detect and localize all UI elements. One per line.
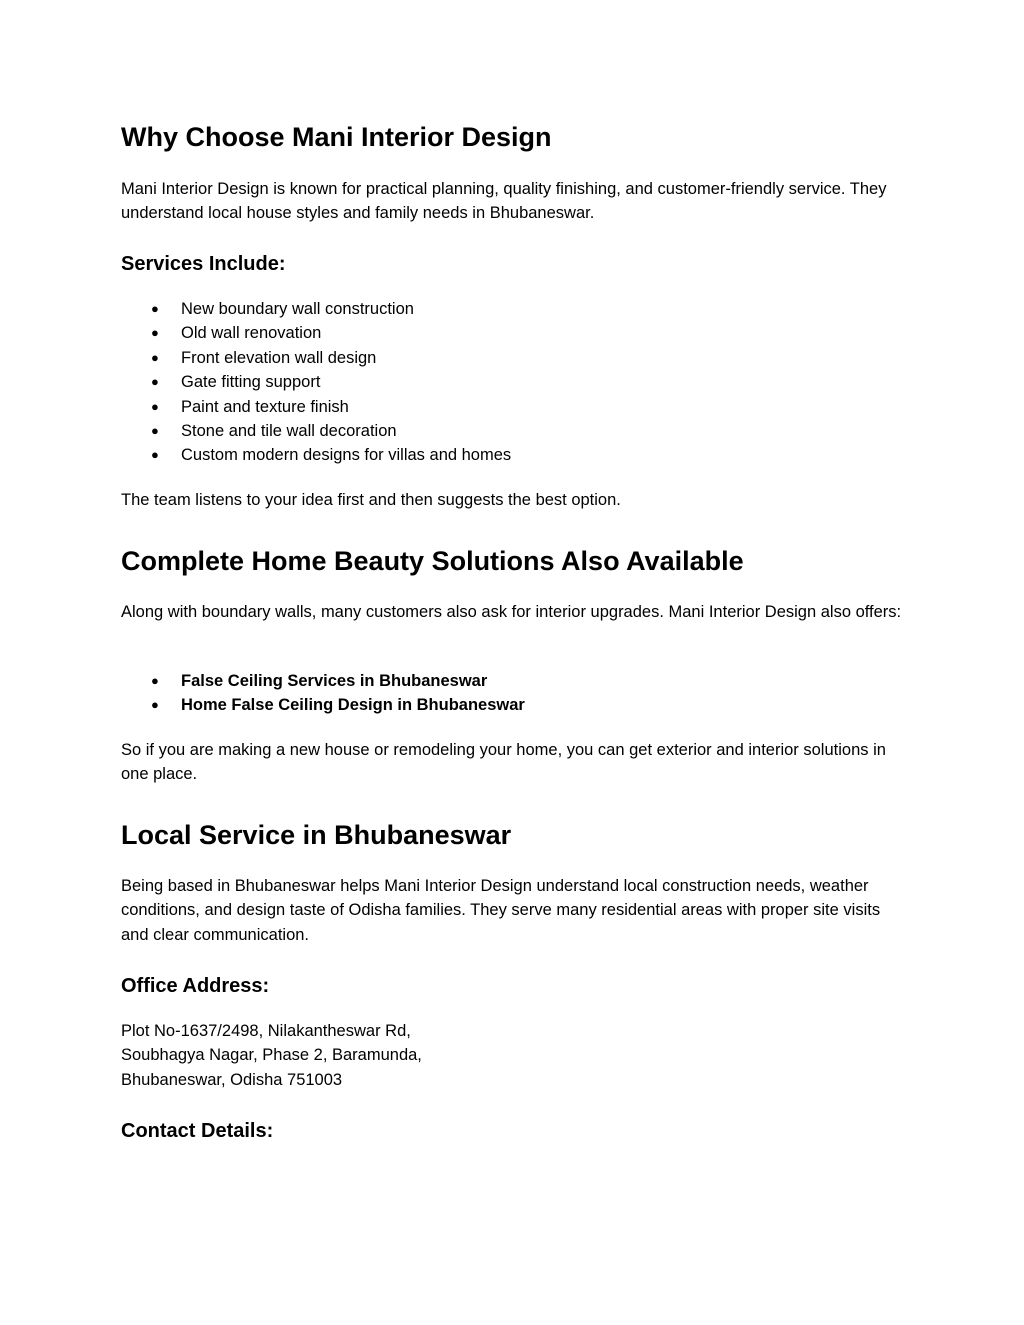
list-item: ● Gate fitting support — [121, 370, 511, 394]
list-item: ● Stone and tile wall decoration — [121, 419, 511, 443]
list-item: ● Custom modern designs for villas and homes — [121, 443, 511, 467]
bullet-icon: ● — [151, 301, 159, 316]
list-item: ● Old wall renovation — [121, 321, 511, 345]
list-item: ● Front elevation wall design — [121, 346, 511, 370]
bullet-icon: ● — [151, 325, 159, 341]
bullet-icon: ● — [151, 673, 159, 688]
why-choose-closing: The team listens to your idea first and then suggests the best option. — [121, 491, 621, 509]
bullet-icon: ● — [151, 447, 159, 463]
heading-contact-details: Contact Details: — [121, 1120, 274, 1142]
heading-services-include: Services Include: — [121, 253, 286, 275]
bullet-icon: ● — [151, 349, 159, 365]
complete-home-intro: Along with boundary walls, many customers also ask for interior upgrades. Mani Interior Design also offers: — [121, 603, 902, 621]
office-address — [121, 1019, 911, 1092]
list-item: ● Home False Ceiling Design in Bhubaneswar — [121, 693, 525, 717]
address-line: Bhubaneswar, Odisha 751003 — [121, 1070, 343, 1089]
heading-why-choose: Why Choose Mani Interior Design — [121, 122, 552, 152]
address-line: Soubhagya Nagar, Phase 2, Baramunda, — [121, 1046, 422, 1065]
bullet-icon: ● — [151, 374, 159, 390]
services-list — [121, 297, 511, 468]
list-item: ● Paint and texture finish — [121, 395, 511, 419]
heading-complete-home: Complete Home Beauty Solutions Also Available — [121, 546, 744, 576]
list-item: ● New boundary wall construction — [121, 297, 511, 321]
heading-local-service: Local Service in Bhubaneswar — [121, 820, 512, 850]
complete-home-closing: So if you are making a new house or remodeling your home, you can get exterior and interior solutions in one place. — [121, 741, 886, 784]
heading-office-address: Office Address: — [121, 975, 270, 997]
offers-list — [121, 669, 525, 718]
bullet-icon: ● — [151, 697, 159, 713]
bullet-icon: ● — [151, 423, 159, 439]
bullet-icon: ● — [151, 398, 159, 414]
list-item: ● False Ceiling Services in Bhubaneswar — [121, 669, 525, 693]
address-line: Plot No-1637/2498, Nilakantheswar Rd, — [121, 1022, 411, 1040]
why-choose-intro: Mani Interior Design is known for practical planning, quality finishing, and customer-friendly service. They understand local house styles and family needs in Bhubaneswar. — [121, 180, 887, 223]
local-service-intro: Being based in Bhubaneswar helps Mani Interior Design understand local construction needs, weather conditions, and design taste of Odisha families. They serve many residential areas with proper site visits and clear communication. — [121, 877, 881, 944]
